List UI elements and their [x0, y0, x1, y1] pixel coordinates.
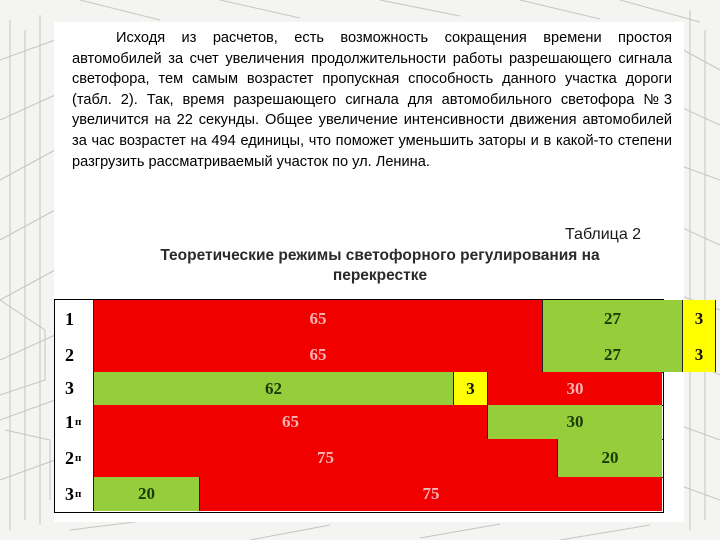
- row-number: 1 п: [55, 405, 94, 439]
- phase-cell: 65: [94, 405, 488, 439]
- table-row: [55, 405, 663, 440]
- table-row: [55, 338, 704, 373]
- phase-cell: 30: [488, 372, 662, 405]
- phase-cell: 62: [94, 372, 454, 405]
- phase-cell: 65: [94, 338, 543, 372]
- phase-cell: 20: [558, 439, 662, 477]
- phase-cell: 20: [94, 477, 200, 511]
- phase-cell: 3: [454, 372, 488, 405]
- row-number: 2 п: [55, 439, 94, 477]
- phase-cell: 3: [683, 300, 716, 338]
- phase-cell: 3: [683, 338, 716, 372]
- signal-timing-table: [54, 299, 704, 513]
- row-number: 3 п: [55, 477, 94, 511]
- phase-cell: 27: [543, 338, 683, 372]
- table-label: Таблица 2: [565, 226, 642, 243]
- table-row: [55, 477, 663, 511]
- row-number: 3: [55, 372, 94, 405]
- body-paragraph: Исходя из расчетов, есть возможность сокращения времени простоя автомобилей за счет увеличения продолжительности работы разрешающего сигнала светофора, тем самым возрастет пропускная способность данного участка дороги (табл. 2). Так, время разрешающего сигнала для автомобильного светофора №3 увеличится на 22 секунды. Общее увеличение интенсивности движения автомобилей за час возрастет на 494 единицы, что поможет уменьшить заторы и в какой-то степени разгрузить рассматриваемый участок по ул. Ленина.: [72, 30, 672, 170]
- row-number: 1: [55, 300, 94, 338]
- phase-cell: 75: [94, 439, 558, 477]
- row-number: 2: [55, 338, 94, 372]
- table-row: [55, 300, 704, 339]
- phase-cell: 75: [200, 477, 662, 511]
- table-row: [55, 372, 663, 406]
- table-row: [55, 439, 663, 478]
- phase-cell: 30: [488, 405, 662, 439]
- table-title: Теоретические режимы светофорного регулирования на перекрестке: [160, 247, 600, 284]
- phase-cell: 65: [94, 300, 543, 338]
- phase-cell: 27: [543, 300, 683, 338]
